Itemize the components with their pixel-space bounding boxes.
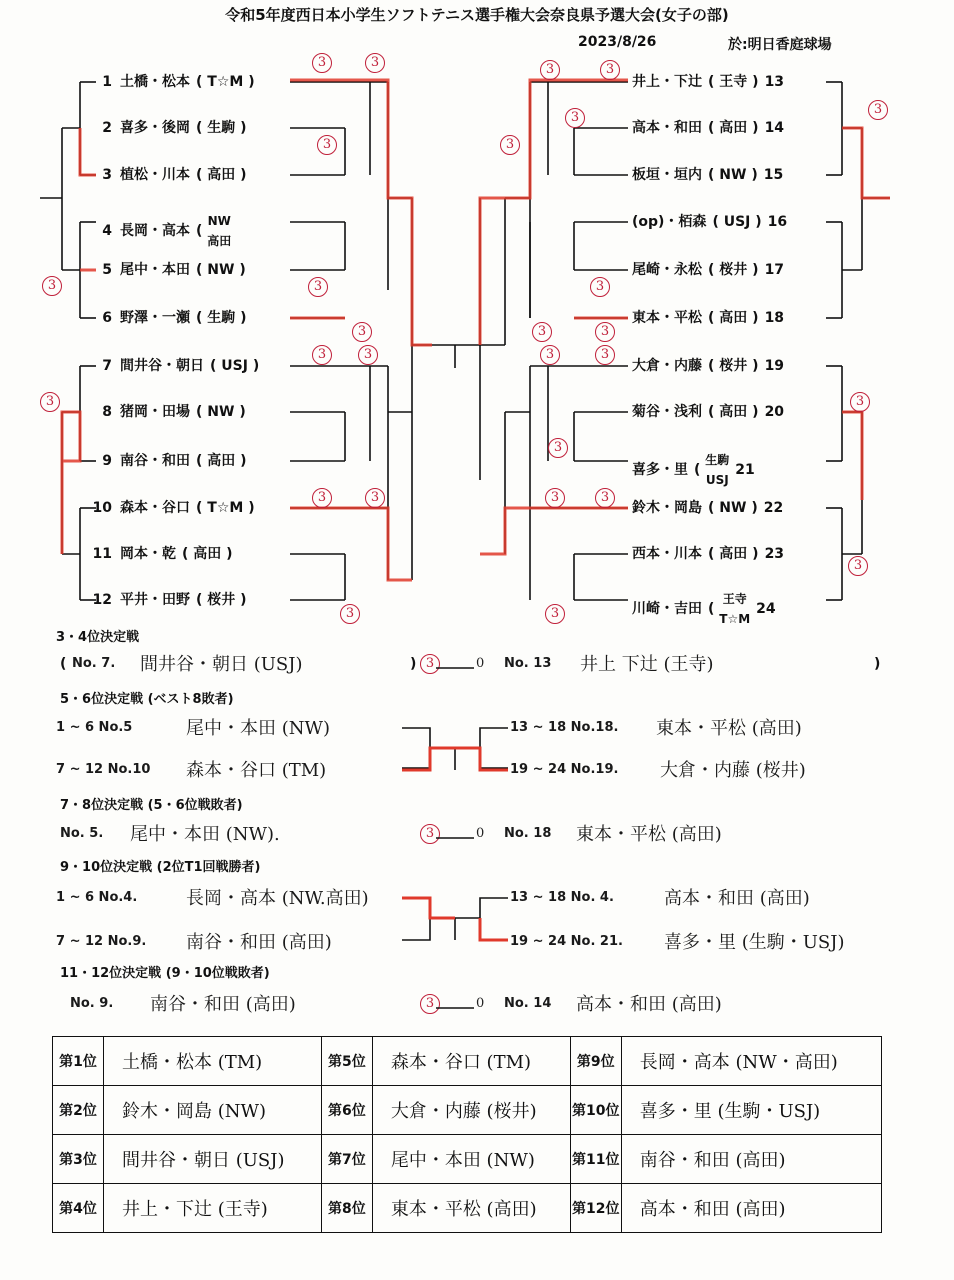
entry-team-text: 高田 <box>719 404 748 420</box>
rank-pair-name: 土橋・松本 (TM) <box>104 1037 322 1086</box>
right-entry-17 <box>632 259 789 281</box>
entry-team: ( 生駒 ) <box>196 120 247 136</box>
final-standings-table <box>52 1036 882 1233</box>
p910-row1-right-prefix: 13 ~ 18 No. 4. <box>510 890 614 905</box>
rank-label: 第9位 <box>570 1037 621 1086</box>
entry-team-text: T☆M <box>207 74 244 90</box>
event-date: 2023/8/26 <box>578 34 657 50</box>
right-entry-18 <box>632 307 789 329</box>
entry-names: 東本・平松 <box>632 310 702 326</box>
entry-team: ( 王寺 ) <box>708 74 759 90</box>
p34-right-close: ) <box>874 656 881 672</box>
p56-row1-name: 尾中・本田 (NW) <box>186 718 331 739</box>
entry-number: 11 <box>92 546 112 562</box>
entry-number: 6 <box>102 310 112 326</box>
entry-team-text: USJ <box>221 358 248 374</box>
left-entry-9 <box>88 450 247 472</box>
entry-names: 大倉・内藤 <box>632 358 702 374</box>
entry-names: (op)・栢森 <box>632 214 707 230</box>
score-mark: 3 <box>548 438 568 458</box>
p34-score-left: 3 <box>420 654 440 674</box>
rank-pair-name: 喜多・里 (生駒・USJ) <box>621 1086 881 1135</box>
rank-label: 第8位 <box>321 1184 372 1233</box>
entry-names: 猪岡・田場 <box>120 404 190 420</box>
score-mark: 3 <box>312 345 332 365</box>
p56-row2-right-name: 大倉・内藤 (桜井) <box>660 760 806 781</box>
score-mark: 3 <box>590 277 610 297</box>
entry-team-text: 桜井 <box>719 358 748 374</box>
p1112-right-name: 高本・和田 (高田) <box>576 994 722 1015</box>
right-entry-21 <box>632 450 759 487</box>
right-entry-13 <box>632 71 789 93</box>
p78-left-name: 尾中・本田 (NW). <box>130 824 280 845</box>
p910-row2-name: 南谷・和田 (高田) <box>186 932 332 953</box>
entry-number: 18 <box>764 310 785 326</box>
entry-team: ( 高田 ) <box>708 546 759 562</box>
entry-number: 1 <box>102 74 112 90</box>
entry-names: 菊谷・浅利 <box>632 404 702 420</box>
event-venue: 於:明日香庭球場 <box>728 37 832 53</box>
rank-label: 第12位 <box>570 1184 621 1233</box>
p910-row2-prefix: 7 ~ 12 No.9. <box>56 934 147 949</box>
entry-team: ( 王寺 T☆M <box>708 589 750 629</box>
left-entry-3 <box>88 164 247 186</box>
p910-row1-name: 長岡・高本 (NW.高田) <box>186 888 369 909</box>
score-mark: 3 <box>352 322 372 342</box>
left-entry-8 <box>88 401 246 423</box>
entry-team: ( 高田 ) <box>182 546 233 562</box>
entry-team-text: 高田 <box>719 310 748 326</box>
entry-team-text: NW 高田 <box>207 214 232 248</box>
p910-row1-right-name: 高本・和田 (高田) <box>664 888 810 909</box>
entry-names: 岡本・乾 <box>120 546 176 562</box>
p56-row2-name: 森本・谷口 (TM) <box>186 760 327 781</box>
entry-number: 9 <box>102 453 112 469</box>
standings-row <box>53 1135 882 1184</box>
p56-row1-right-name: 東本・平松 (高田) <box>656 718 802 739</box>
left-entry-11 <box>88 543 233 565</box>
p910-row1-prefix: 1 ~ 6 No.4. <box>56 890 138 905</box>
entry-team: ( NW ) <box>196 404 246 420</box>
p1112-heading: 11・12位決定戦 (9・10位戦敗者) <box>60 966 270 981</box>
entry-team-text: NW <box>207 262 235 278</box>
p78-right-prefix: No. 18 <box>504 826 552 841</box>
p78-right-name: 東本・平松 (高田) <box>576 824 722 845</box>
standings-row <box>53 1037 882 1086</box>
right-entry-22 <box>632 497 788 519</box>
left-entry-7 <box>88 355 259 377</box>
p1112-score-right: 0 <box>476 996 485 1011</box>
rank-label: 第7位 <box>321 1135 372 1184</box>
page-title: 令和5年度西日本小学生ソフトテニス選手権大会奈良県予選大会(女子の部) <box>225 6 729 24</box>
p56-heading: 5・6位決定戦 (ベスト8敗者) <box>60 692 234 707</box>
entry-number: 13 <box>764 74 785 90</box>
score-mark: 3 <box>545 488 565 508</box>
p1112-left-name: 南谷・和田 (高田) <box>150 994 296 1015</box>
entry-team-text: NW <box>207 404 235 420</box>
rank-pair-name: 大倉・内藤 (桜井) <box>372 1086 570 1135</box>
entry-team: ( T☆M ) <box>196 74 255 90</box>
score-mark: 3 <box>545 604 565 624</box>
entry-names: 西本・川本 <box>632 546 702 562</box>
score-mark: 3 <box>308 277 328 297</box>
entry-number: 14 <box>764 120 785 136</box>
score-mark: 3 <box>540 60 560 80</box>
entry-number: 19 <box>764 358 785 374</box>
score-mark: 3 <box>565 108 585 128</box>
rank-pair-name: 間井谷・朝日 (USJ) <box>104 1135 322 1184</box>
score-mark: 3 <box>312 488 332 508</box>
entry-number: 5 <box>102 262 112 278</box>
p34-right-prefix: No. 13 <box>504 656 552 671</box>
entry-team-text: NW <box>719 500 747 516</box>
rank-label: 第4位 <box>53 1184 104 1233</box>
right-entry-15 <box>632 164 788 186</box>
entry-names: 植松・川本 <box>120 167 190 183</box>
entry-team: ( 高田 ) <box>708 310 759 326</box>
rank-pair-name: 南谷・和田 (高田) <box>621 1135 881 1184</box>
rank-pair-name: 尾中・本田 (NW) <box>372 1135 570 1184</box>
left-entry-10 <box>88 497 255 519</box>
score-mark: 3 <box>500 135 520 155</box>
entry-names: 喜多・後岡 <box>120 120 190 136</box>
entry-number: 4 <box>102 223 112 239</box>
score-mark: 3 <box>532 322 552 342</box>
entry-team: ( 生駒 USJ <box>694 450 729 490</box>
entry-number: 24 <box>756 601 776 617</box>
rank-label: 第6位 <box>321 1086 372 1135</box>
score-mark: 3 <box>595 322 615 342</box>
rank-label: 第10位 <box>570 1086 621 1135</box>
left-entry-1 <box>88 71 255 93</box>
rank-label: 第2位 <box>53 1086 104 1135</box>
score-mark: 3 <box>365 488 385 508</box>
p78-score-left: 3 <box>420 824 440 844</box>
entry-team: ( USJ ) <box>210 358 260 374</box>
score-mark: 3 <box>850 392 870 412</box>
entry-names: 尾崎・永松 <box>632 262 702 278</box>
entry-number: 7 <box>102 358 112 374</box>
entry-team: ( 高田 ) <box>196 453 247 469</box>
entry-number: 15 <box>763 167 784 183</box>
p34-close-paren: ) <box>410 656 417 672</box>
entry-team: ( 桜井 ) <box>708 262 759 278</box>
right-entry-19 <box>632 355 789 377</box>
entry-names: 板垣・垣内 <box>632 167 702 183</box>
p1112-right-prefix: No. 14 <box>504 996 552 1011</box>
right-entry-23 <box>632 543 789 565</box>
score-mark: 3 <box>340 604 360 624</box>
score-mark: 3 <box>312 53 332 73</box>
entry-number: 21 <box>735 462 755 478</box>
p34-heading: 3・4位決定戦 <box>56 630 140 645</box>
p34-left-paren: ( <box>60 656 67 672</box>
p1112-left-prefix: No. 9. <box>70 996 114 1011</box>
entry-names: 井上・下辻 <box>632 74 702 90</box>
entry-team-text: 高田 <box>207 167 236 183</box>
rank-pair-name: 鈴木・岡島 (NW) <box>104 1086 322 1135</box>
score-mark: 3 <box>365 53 385 73</box>
entry-team-text: NW <box>719 167 747 183</box>
p78-left-prefix: No. 5. <box>60 826 104 841</box>
entry-names: 間井谷・朝日 <box>120 358 204 374</box>
entry-team-text: 桜井 <box>207 592 236 608</box>
entry-names: 鈴木・岡島 <box>632 500 702 516</box>
entry-names: 尾中・本田 <box>120 262 190 278</box>
entry-names: 川崎・吉田 <box>632 601 702 617</box>
score-mark: 3 <box>40 392 60 412</box>
left-entry-4 <box>88 211 232 248</box>
entry-names: 長岡・高本 <box>120 223 190 239</box>
p910-row2-right-prefix: 19 ~ 24 No. 21. <box>510 934 623 949</box>
rank-pair-name: 井上・下辻 (王寺) <box>104 1184 322 1233</box>
right-entry-20 <box>632 401 789 423</box>
rank-label: 第3位 <box>53 1135 104 1184</box>
rank-pair-name: 長岡・高本 (NW・高田) <box>621 1037 881 1086</box>
p1112-score-left: 3 <box>420 994 440 1014</box>
entry-number: 2 <box>102 120 112 136</box>
entry-team-text: 王寺 <box>719 74 748 90</box>
score-mark: 3 <box>42 276 62 296</box>
entry-names: 南谷・和田 <box>120 453 190 469</box>
standings-row <box>53 1086 882 1135</box>
rank-pair-name: 東本・平松 (高田) <box>372 1184 570 1233</box>
left-entry-5 <box>88 259 246 281</box>
right-entry-24 <box>632 589 780 626</box>
entry-team-text: 王寺 T☆M <box>719 592 751 626</box>
entry-team-text: 生駒 USJ <box>705 453 730 487</box>
score-mark: 3 <box>868 100 888 120</box>
p910-heading: 9・10位決定戦 (2位T1回戦勝者) <box>60 860 261 875</box>
p78-score-right: 0 <box>476 826 485 841</box>
entry-names: 平井・田野 <box>120 592 190 608</box>
entry-team: ( 生駒 ) <box>196 310 247 326</box>
entry-number: 20 <box>764 404 785 420</box>
p56-row2-right-prefix: 19 ~ 24 No.19. <box>510 762 619 777</box>
entry-team-text: 高田 <box>719 120 748 136</box>
rank-pair-name: 森本・谷口 (TM) <box>372 1037 570 1086</box>
entry-number: 10 <box>92 500 112 516</box>
entry-team-text: 高田 <box>719 546 748 562</box>
rank-label: 第11位 <box>570 1135 621 1184</box>
entry-team: ( NW 高田 <box>196 211 231 251</box>
entry-names: 喜多・里 <box>632 462 688 478</box>
entry-team-text: 生駒 <box>207 120 236 136</box>
entry-names: 高本・和田 <box>632 120 702 136</box>
entry-names: 土橋・松本 <box>120 74 190 90</box>
entry-team-text: 高田 <box>193 546 222 562</box>
entry-number: 3 <box>102 167 112 183</box>
left-entry-2 <box>88 117 247 139</box>
left-entry-12 <box>88 589 247 611</box>
rank-pair-name: 高本・和田 (高田) <box>621 1184 881 1233</box>
entry-number: 22 <box>763 500 784 516</box>
score-mark: 3 <box>600 60 620 80</box>
entry-team: ( 桜井 ) <box>708 358 759 374</box>
score-mark: 3 <box>595 345 615 365</box>
entry-team: ( NW ) <box>708 167 758 183</box>
score-mark: 3 <box>595 488 615 508</box>
entry-team: ( NW ) <box>196 262 246 278</box>
standings-row <box>53 1184 882 1233</box>
entry-number: 12 <box>92 592 112 608</box>
p34-left-prefix: No. 7. <box>72 656 116 671</box>
p78-heading: 7・8位決定戦 (5・6位戦敗者) <box>60 798 243 813</box>
entry-number: 16 <box>767 214 788 230</box>
score-mark: 3 <box>358 345 378 365</box>
entry-number: 23 <box>764 546 785 562</box>
score-mark: 3 <box>317 135 337 155</box>
entry-names: 森本・谷口 <box>120 500 190 516</box>
entry-names: 野澤・一瀬 <box>120 310 190 326</box>
p34-left-name: 間井谷・朝日 (USJ) <box>140 654 303 675</box>
entry-team: ( 高田 ) <box>708 120 759 136</box>
entry-team-text: T☆M <box>207 500 244 516</box>
entry-team: ( T☆M ) <box>196 500 255 516</box>
p56-row2-prefix: 7 ~ 12 No.10 <box>56 762 151 777</box>
p56-row1-right-prefix: 13 ~ 18 No.18. <box>510 720 619 735</box>
entry-team: ( 桜井 ) <box>196 592 247 608</box>
entry-number: 17 <box>764 262 785 278</box>
p34-score-right: 0 <box>476 656 485 671</box>
rank-label: 第1位 <box>53 1037 104 1086</box>
entry-team: ( USJ ) <box>712 214 762 230</box>
right-entry-14 <box>632 117 789 139</box>
rank-label: 第5位 <box>321 1037 372 1086</box>
entry-team-text: USJ <box>723 214 751 230</box>
score-mark: 3 <box>848 556 868 576</box>
p56-row1-prefix: 1 ~ 6 No.5 <box>56 720 133 735</box>
left-entry-6 <box>88 307 247 329</box>
right-entry-16 <box>632 211 792 233</box>
entry-team: ( 高田 ) <box>196 167 247 183</box>
entry-team-text: 桜井 <box>719 262 748 278</box>
p34-right-name: 井上 下辻 (王寺) <box>580 654 714 675</box>
entry-team: ( NW ) <box>708 500 758 516</box>
entry-number: 8 <box>102 404 112 420</box>
entry-team-text: 高田 <box>207 453 236 469</box>
entry-team: ( 高田 ) <box>708 404 759 420</box>
entry-team-text: 生駒 <box>207 310 236 326</box>
p910-row2-right-name: 喜多・里 (生駒・USJ) <box>664 932 845 953</box>
score-mark: 3 <box>540 345 560 365</box>
